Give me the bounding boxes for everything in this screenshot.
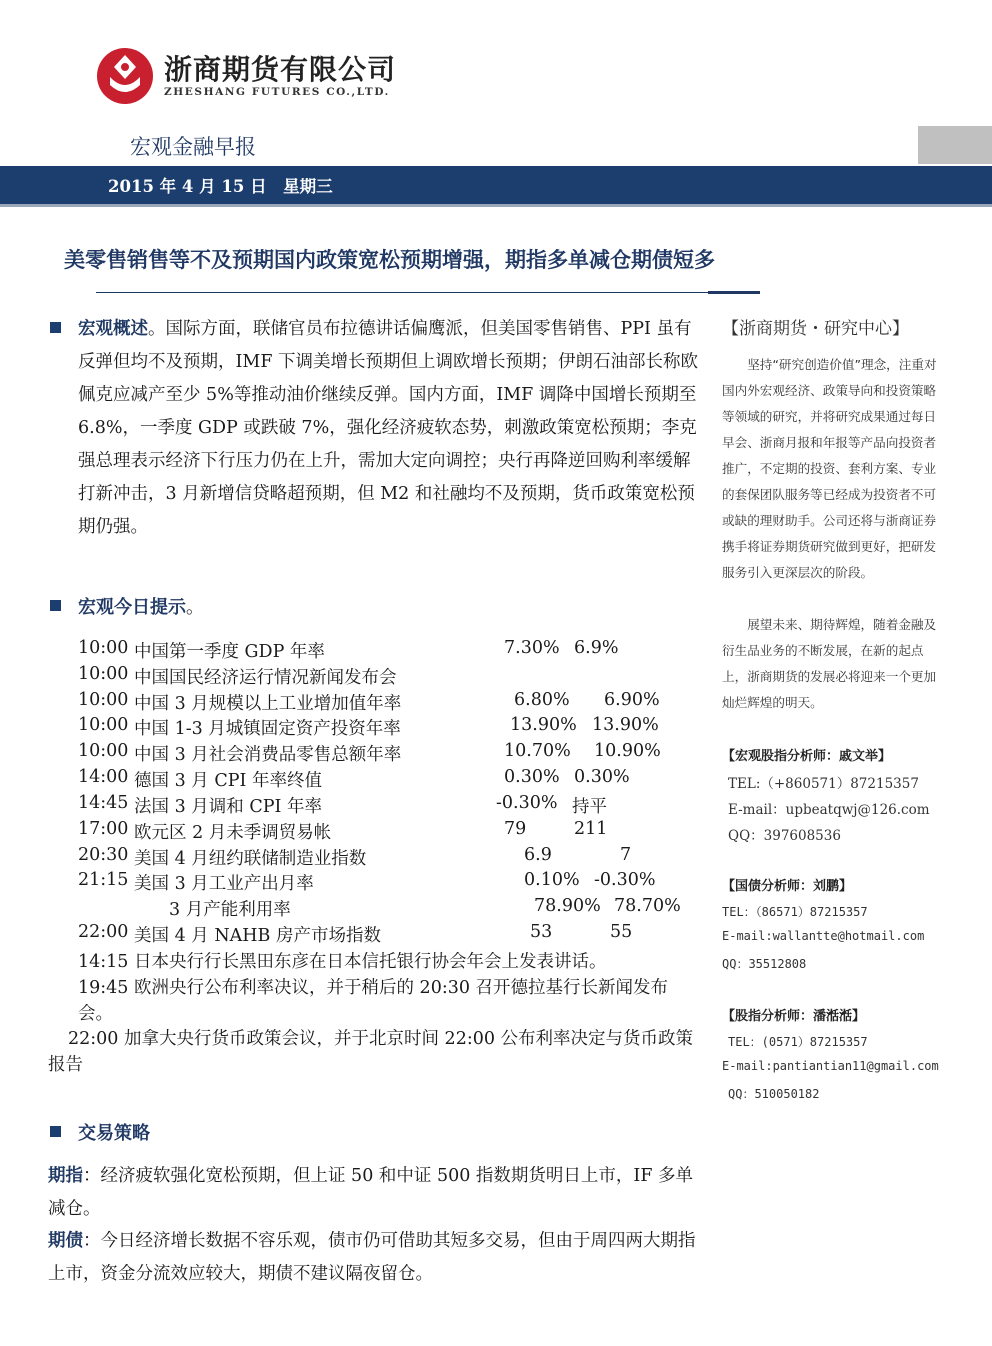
calendar-time: 22:00 <box>78 922 129 942</box>
strategy-section-title: 交易策略 <box>78 1123 150 1144</box>
headline-rule-accent <box>708 291 760 294</box>
sidebar-outlook: 展望未来、期待辉煌，随着金融及衍生品业务的不断发展，在新的起点上，浙商期货的发展必将迎来一个更加灿烂辉煌的明天。 <box>722 617 937 710</box>
company-name: 浙商期货有限公司 <box>164 53 397 86</box>
calendar-event: 中国 3 月社会消费品零售总额年率 <box>134 745 402 765</box>
calendar-note: 14:15 日本央行行长黑田东彦在日本信托银行协会年会上发表讲话。 <box>78 952 607 972</box>
report-title: 宏观金融早报 <box>130 135 256 159</box>
calendar-forecast-value: 6.9% <box>574 638 619 658</box>
strategy-label: 期指 <box>48 1166 83 1186</box>
overview-text: 。国际方面，联储官员布拉德讲话偏鹰派，但美国零售销售、PPI 虽有反弹但均不及预期，IMF 下调美增长预期但上调欧增长预期；伊朗石油部长称欧佩克应减产至少 5%等推动油价继续反弹。国内方面，IMF 调降中国增长预期至 6.8%，一季度 GDP 或跌破 7%，强化经济疲软态势，刺激政策宽松预期；李克强总理表示经济下行压力仍在上升，需加大定向调控；央行再降逆回购利率缓解打新冲击，3 月新增信贷略超预期，但 M2 和社融均不及预期，货币政策宽松预期仍强。 <box>78 319 699 537</box>
calendar-row <box>78 896 681 922</box>
calendar-row <box>78 870 678 896</box>
overview-paragraph <box>78 313 702 544</box>
calendar-time: 17:00 <box>78 819 129 839</box>
calendar-previous-value: 6.80% <box>514 690 570 710</box>
strategy-bond-futures <box>48 1225 698 1291</box>
calendar-row <box>78 819 678 845</box>
calendar-time: 20:30 <box>78 845 129 865</box>
calendar-row <box>78 715 678 741</box>
calendar-forecast-value: 10.90% <box>594 741 661 761</box>
calendar-event: 美国 4 月纽约联储制造业指数 <box>134 849 367 869</box>
calendar-forecast-value: 55 <box>610 922 633 942</box>
calendar-event: 中国 1-3 月城镇固定资产投资年率 <box>134 719 401 739</box>
strategy-text: ：今日经济增长数据不容乐观，债市仍可借助其短多交易，但由于周四两大期指上市，资金分流效应较大，期债不建议隔夜留仓。 <box>48 1231 696 1284</box>
analyst-3-heading: 【股指分析师：潘湉湉】 <box>722 1009 866 1024</box>
calendar-previous-value: 0.30% <box>504 767 560 787</box>
today-label: 宏观今日提示 <box>78 597 186 618</box>
calendar-row <box>78 922 678 948</box>
calendar-event: 中国第一季度 GDP 年率 <box>134 642 325 662</box>
analyst-3-tel: TEL：(0571）87215357 <box>728 1035 868 1049</box>
overview-bullet-icon <box>50 322 61 333</box>
calendar-previous-value: 53 <box>530 922 553 942</box>
strategy-bullet-icon <box>50 1126 61 1137</box>
analyst-1-heading: 【宏观股指分析师：戚文举】 <box>722 749 892 764</box>
company-logo <box>96 47 154 105</box>
analyst-2-qq: QQ：35512808 <box>722 957 807 971</box>
calendar-time: 14:45 <box>78 793 129 813</box>
calendar-row <box>78 664 678 690</box>
calendar-time: 14:00 <box>78 767 129 787</box>
calendar-row <box>78 690 678 716</box>
calendar-event: 德国 3 月 CPI 年率终值 <box>134 771 322 791</box>
calendar-event: 法国 3 月调和 CPI 年率 <box>134 797 322 817</box>
calendar-time: 10:00 <box>78 715 129 735</box>
calendar-event: 美国 4 月 NAHB 房产市场指数 <box>134 926 381 946</box>
calendar-previous-value: 13.90% <box>510 715 577 735</box>
sidebar-intro: 坚持“研究创造价值”理念，注重对国内外宏观经济、政策导向和投资策略等领域的研究，并将研究成果通过每日早会、浙商月报和年报等产品向投资者推广，不定期的投资、套利方案、专业的套保团队服务等已经成为投资者不可或缺的理财助手。公司还将与浙商证券携手将证券期货研究做到更好，把研发服务引入更深层次的阶段。 <box>722 357 937 580</box>
analyst-2-heading: 【国债分析师：刘鹏】 <box>722 879 853 894</box>
calendar-event: 中国 3 月规模以上工业增加值年率 <box>134 694 402 714</box>
calendar-forecast-value: 6.90% <box>604 690 660 710</box>
calendar-previous-value: 0.10% <box>524 870 580 890</box>
calendar-row <box>78 767 678 793</box>
calendar-forecast-value: 0.30% <box>574 767 630 787</box>
analyst-1-tel: TEL:（+860571）87215357 <box>728 776 919 792</box>
calendar-forecast-value: -0.30% <box>594 870 656 890</box>
calendar-row <box>78 638 678 664</box>
calendar-forecast-value: 211 <box>574 819 608 839</box>
company-name-en: ZHESHANG FUTURES CO.,LTD. <box>164 86 390 98</box>
calendar-note: 19:45 欧洲央行公布利率决议，并于稍后的 20:30 召开德拉基行长新闻发布会。 <box>78 978 669 1024</box>
sidebar-title: 【浙商期货・研究中心】 <box>722 319 909 339</box>
strategy-label: 期债 <box>48 1231 83 1251</box>
header-gray-block <box>918 126 992 164</box>
report-date: 2015 年 4 月 15 日 星期三 <box>108 177 333 196</box>
calendar-time: 10:00 <box>78 638 129 658</box>
overview-label: 宏观概述 <box>78 319 148 339</box>
analyst-2-tel: TEL：（86571）87215357 <box>722 905 868 919</box>
calendar-previous-value: 78.90% <box>534 896 601 916</box>
calendar-row <box>78 741 678 767</box>
calendar-event: 欧元区 2 月未季调贸易帐 <box>134 823 332 843</box>
calendar-forecast-value: 7 <box>620 845 632 865</box>
calendar-previous-value: 79 <box>504 819 527 839</box>
today-bullet-icon <box>50 600 61 611</box>
calendar-time: 10:00 <box>78 690 129 710</box>
calendar-previous-value: 7.30% <box>504 638 560 658</box>
calendar-event: 美国 3 月工业产出月率 <box>134 874 314 894</box>
today-label-tail: 。 <box>186 597 204 618</box>
calendar-previous-value: -0.30% <box>496 793 558 813</box>
calendar-forecast-value: 78.70% <box>614 896 681 916</box>
calendar-row <box>78 845 678 871</box>
headline-rule <box>96 292 708 293</box>
analyst-3-qq: QQ：510050182 <box>728 1087 820 1101</box>
analyst-1-qq: QQ：397608536 <box>728 828 841 844</box>
calendar-row <box>78 793 678 819</box>
calendar-event: 3 月产能利用率 <box>134 900 291 920</box>
calendar-previous-value: 10.70% <box>504 741 571 761</box>
calendar-previous-value: 6.9 <box>524 845 552 865</box>
calendar-forecast-value: 13.90% <box>592 715 659 735</box>
headline: 美零售销售等不及预期国内政策宽松预期增强，期指多单减仓期债短多 <box>64 248 715 272</box>
calendar-time: 21:15 <box>78 870 129 890</box>
analyst-1-email: E-mail：upbeatqwj@126.com <box>728 802 930 818</box>
calendar-event: 中国国民经济运行情况新闻发布会 <box>134 668 397 688</box>
calendar-note: 22:00 加拿大央行货币政策会议，并于北京时间 22:00 公布利率决定与货币政策报告 <box>48 1029 694 1075</box>
today-section-title <box>78 593 204 619</box>
calendar-time: 10:00 <box>78 664 129 684</box>
strategy-index-futures <box>48 1160 698 1226</box>
analyst-2-email: E-mail:wallantte@hotmail.com <box>722 929 925 943</box>
analyst-3-email: E-mail:pantiantian11@gmail.com <box>722 1059 939 1073</box>
calendar-forecast-value: 持平 <box>572 797 607 817</box>
calendar-time: 10:00 <box>78 741 129 761</box>
strategy-text: ：经济疲软强化宽松预期，但上证 50 和中证 500 指数期货明日上市，IF 多单减仓。 <box>48 1166 694 1219</box>
